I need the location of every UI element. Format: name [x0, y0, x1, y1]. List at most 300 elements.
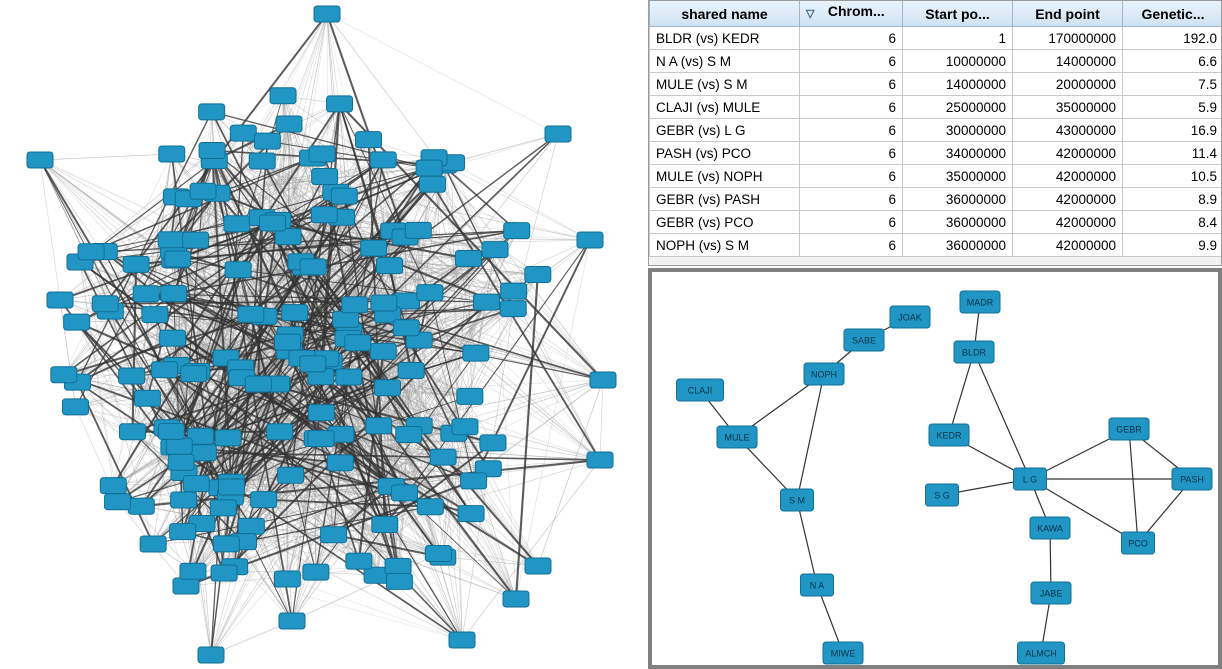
node-shape[interactable]: [210, 500, 236, 516]
main-network-node[interactable]: [238, 306, 264, 322]
node-shape[interactable]: [180, 563, 206, 579]
node-shape[interactable]: [123, 256, 149, 272]
node-shape[interactable]: [346, 553, 372, 569]
node-shape[interactable]: [500, 301, 526, 317]
main-network-node[interactable]: [327, 455, 353, 471]
node-shape[interactable]: [336, 369, 362, 385]
subnetwork-node-gebr[interactable]: [1109, 418, 1149, 440]
node-shape[interactable]: [276, 116, 302, 132]
node-shape[interactable]: [425, 546, 451, 562]
node-shape[interactable]: [503, 591, 529, 607]
main-network-node[interactable]: [500, 301, 526, 317]
main-network-node[interactable]: [405, 222, 431, 238]
main-network-node[interactable]: [452, 419, 478, 435]
node-shape[interactable]: [463, 345, 489, 361]
main-network-node[interactable]: [333, 311, 359, 327]
main-network-node[interactable]: [391, 485, 417, 501]
main-network-node[interactable]: [375, 380, 401, 396]
cell-end-point: 42000000: [1013, 165, 1123, 188]
main-network-node[interactable]: [160, 330, 186, 346]
node-shape[interactable]: [27, 152, 53, 168]
data-table-panel[interactable]: [648, 0, 1222, 266]
node-shape[interactable]: [181, 366, 207, 382]
subnetwork-node-mule[interactable]: [717, 426, 757, 448]
node-shape[interactable]: [64, 314, 90, 330]
node-shape[interactable]: [416, 160, 442, 176]
node-shape[interactable]: [218, 479, 244, 495]
node-shape[interactable]: [51, 367, 77, 383]
cell-start-point: 36000000: [903, 234, 1013, 257]
main-network-node[interactable]: [417, 499, 443, 515]
main-network-node[interactable]: [260, 215, 286, 231]
table-row[interactable]: [650, 165, 1222, 188]
node-shape[interactable]: [274, 571, 300, 587]
node-shape[interactable]: [377, 258, 403, 274]
main-network-node[interactable]: [377, 258, 403, 274]
main-network-node[interactable]: [140, 536, 166, 552]
node-shape[interactable]: [449, 632, 475, 648]
table-row[interactable]: [650, 234, 1222, 257]
main-network-node[interactable]: [504, 223, 530, 239]
node-label: GEBR: [1116, 424, 1142, 435]
node-shape[interactable]: [590, 372, 616, 388]
cell-chromosome: 6: [800, 211, 903, 234]
main-network-node[interactable]: [577, 232, 603, 248]
node-shape[interactable]: [430, 449, 456, 465]
node-shape[interactable]: [158, 423, 184, 439]
subnetwork-node-pco[interactable]: [1122, 532, 1155, 554]
node-shape[interactable]: [161, 285, 187, 301]
main-network-node[interactable]: [270, 88, 296, 104]
node-shape[interactable]: [417, 285, 443, 301]
node-shape[interactable]: [355, 132, 381, 148]
main-network-node[interactable]: [165, 251, 191, 267]
node-shape[interactable]: [342, 297, 368, 313]
node-shape[interactable]: [170, 524, 196, 540]
main-network-node[interactable]: [314, 6, 340, 22]
subnetwork-node-joak[interactable]: [890, 306, 930, 328]
main-network-node[interactable]: [416, 160, 442, 176]
main-network-node[interactable]: [142, 307, 168, 323]
node-shape[interactable]: [331, 188, 357, 204]
node-shape[interactable]: [371, 295, 397, 311]
main-network-node[interactable]: [482, 242, 508, 258]
node-shape[interactable]: [119, 424, 145, 440]
main-network-node[interactable]: [276, 116, 302, 132]
main-network-node[interactable]: [327, 96, 353, 112]
main-network-node[interactable]: [245, 376, 271, 392]
node-label: L G: [1022, 474, 1038, 485]
main-network-node[interactable]: [173, 578, 199, 594]
table-row[interactable]: [650, 119, 1222, 142]
main-network-node[interactable]: [159, 146, 185, 162]
cell-shared-name: GEBR (vs) PCO: [650, 211, 800, 234]
main-network-node[interactable]: [311, 207, 337, 223]
main-network-node[interactable]: [312, 169, 338, 185]
node-shape[interactable]: [251, 492, 277, 508]
column-header-chromosome[interactable]: [800, 1, 903, 27]
cell-end-point: 42000000: [1013, 188, 1123, 211]
node-shape[interactable]: [545, 126, 571, 142]
node-shape[interactable]: [455, 251, 481, 267]
main-network-node[interactable]: [457, 388, 483, 404]
node-shape[interactable]: [105, 494, 131, 510]
node-shape[interactable]: [238, 518, 264, 534]
node-shape[interactable]: [308, 431, 334, 447]
main-network-node[interactable]: [158, 423, 184, 439]
main-network-node[interactable]: [386, 573, 412, 589]
node-shape[interactable]: [458, 506, 484, 522]
node-shape[interactable]: [480, 435, 506, 451]
node-shape[interactable]: [333, 311, 359, 327]
cell-shared-name: MULE (vs) S M: [650, 73, 800, 96]
main-network-node[interactable]: [525, 558, 551, 574]
node-shape[interactable]: [282, 305, 308, 321]
main-network-node[interactable]: [501, 283, 527, 299]
main-network-node[interactable]: [215, 430, 241, 446]
node-shape[interactable]: [396, 426, 422, 442]
node-shape[interactable]: [245, 376, 271, 392]
node-shape[interactable]: [345, 335, 371, 351]
main-network-node[interactable]: [199, 104, 225, 120]
main-network-node[interactable]: [321, 527, 347, 543]
main-network-node[interactable]: [224, 216, 250, 232]
main-network-node[interactable]: [166, 438, 192, 454]
node-shape[interactable]: [119, 368, 145, 384]
table-row[interactable]: [650, 96, 1222, 119]
main-network-node[interactable]: [251, 492, 277, 508]
network-edge[interactable]: [974, 352, 1030, 479]
node-shape[interactable]: [417, 499, 443, 515]
node-shape[interactable]: [452, 419, 478, 435]
main-network-node[interactable]: [425, 546, 451, 562]
node-shape[interactable]: [100, 478, 126, 494]
node-shape[interactable]: [230, 125, 256, 141]
node-shape[interactable]: [274, 334, 300, 350]
subnetwork-node-sabe[interactable]: [844, 329, 884, 351]
network-edge[interactable]: [949, 352, 974, 435]
subnetwork-view[interactable]: [648, 268, 1222, 669]
main-network-node[interactable]: [123, 256, 149, 272]
main-network-node[interactable]: [309, 146, 335, 162]
main-network-node[interactable]: [308, 431, 334, 447]
node-shape[interactable]: [140, 536, 166, 552]
main-network-node[interactable]: [119, 424, 145, 440]
node-label: JABE: [1039, 588, 1063, 599]
main-network-node[interactable]: [525, 266, 551, 282]
main-network-node[interactable]: [134, 390, 160, 406]
node-shape[interactable]: [525, 266, 551, 282]
main-network-node[interactable]: [168, 454, 194, 470]
main-network-node[interactable]: [64, 314, 90, 330]
node-shape[interactable]: [238, 306, 264, 322]
column-header-end-point[interactable]: End point: [1013, 1, 1123, 27]
node-label: MULE: [724, 432, 750, 443]
column-header-start-point[interactable]: Start po...: [903, 1, 1013, 27]
main-network-node[interactable]: [100, 478, 126, 494]
node-shape[interactable]: [321, 527, 347, 543]
node-shape[interactable]: [183, 476, 209, 492]
main-network-node[interactable]: [183, 232, 209, 248]
main-network-node[interactable]: [158, 232, 184, 248]
main-network-node[interactable]: [370, 152, 396, 168]
cell-start-point: 35000000: [903, 165, 1013, 188]
node-shape[interactable]: [385, 558, 411, 574]
main-network-node[interactable]: [455, 251, 481, 267]
node-shape[interactable]: [211, 565, 237, 581]
network-edge[interactable]: [797, 374, 824, 500]
node-shape[interactable]: [300, 356, 326, 372]
node-shape[interactable]: [419, 176, 445, 192]
node-shape[interactable]: [183, 232, 209, 248]
node-label: KAWA: [1037, 523, 1063, 534]
main-network-node[interactable]: [480, 435, 506, 451]
node-shape[interactable]: [190, 183, 216, 199]
node-shape[interactable]: [386, 573, 412, 589]
main-network-node[interactable]: [249, 153, 275, 169]
node-shape[interactable]: [78, 244, 104, 260]
subnetwork-node-n-a[interactable]: [801, 574, 834, 596]
subnetwork-node-claji[interactable]: [677, 379, 724, 401]
column-header-genetic[interactable]: Genetic...: [1123, 1, 1222, 27]
main-network-node[interactable]: [417, 285, 443, 301]
node-shape[interactable]: [249, 153, 275, 169]
node-shape[interactable]: [267, 424, 293, 440]
main-network-node[interactable]: [300, 356, 326, 372]
main-network-node[interactable]: [346, 553, 372, 569]
node-shape[interactable]: [303, 564, 329, 580]
node-shape[interactable]: [308, 405, 334, 421]
node-shape[interactable]: [47, 292, 73, 308]
main-network-node[interactable]: [300, 259, 326, 275]
main-network-node[interactable]: [361, 240, 387, 256]
main-network-node[interactable]: [278, 467, 304, 483]
main-network-node[interactable]: [461, 473, 487, 489]
cell-end-point: 35000000: [1013, 96, 1123, 119]
main-network-node[interactable]: [199, 143, 225, 159]
node-shape[interactable]: [361, 240, 387, 256]
subnetwork-node-almch[interactable]: [1018, 642, 1065, 664]
network-edge[interactable]: [1129, 429, 1138, 543]
subnetwork-node-kawa[interactable]: [1030, 517, 1070, 539]
main-network-node[interactable]: [590, 372, 616, 388]
subnetwork-canvas[interactable]: [652, 272, 1218, 665]
node-shape[interactable]: [134, 390, 160, 406]
node-shape[interactable]: [501, 283, 527, 299]
node-shape[interactable]: [300, 259, 326, 275]
main-network-node[interactable]: [545, 126, 571, 142]
node-shape[interactable]: [278, 467, 304, 483]
main-network-node[interactable]: [105, 494, 131, 510]
node-shape[interactable]: [158, 232, 184, 248]
main-network-node[interactable]: [355, 132, 381, 148]
main-network-node[interactable]: [181, 366, 207, 382]
main-network-node[interactable]: [211, 565, 237, 581]
main-network-node[interactable]: [161, 285, 187, 301]
node-shape[interactable]: [375, 380, 401, 396]
main-network-node[interactable]: [238, 518, 264, 534]
node-label: PASH: [1180, 474, 1204, 485]
cell-chromosome: 6: [800, 188, 903, 211]
node-shape[interactable]: [165, 251, 191, 267]
main-network-node[interactable]: [210, 500, 236, 516]
main-network-node[interactable]: [282, 305, 308, 321]
main-network-node[interactable]: [78, 244, 104, 260]
main-network-node[interactable]: [458, 506, 484, 522]
node-shape[interactable]: [327, 455, 353, 471]
node-shape[interactable]: [327, 96, 353, 112]
node-shape[interactable]: [166, 438, 192, 454]
subnetwork-node-miwe[interactable]: [823, 642, 863, 664]
main-network-node[interactable]: [331, 188, 357, 204]
node-shape[interactable]: [577, 232, 603, 248]
main-network-node[interactable]: [171, 492, 197, 508]
table-row[interactable]: [650, 211, 1222, 234]
node-shape[interactable]: [279, 613, 305, 629]
main-network-node[interactable]: [463, 345, 489, 361]
node-shape[interactable]: [171, 492, 197, 508]
node-shape[interactable]: [142, 307, 168, 323]
node-shape[interactable]: [587, 452, 613, 468]
main-network-node[interactable]: [62, 399, 88, 415]
main-network-node[interactable]: [119, 368, 145, 384]
main-network-node[interactable]: [393, 320, 419, 336]
subnetwork-node-pash[interactable]: [1172, 468, 1212, 490]
table-row[interactable]: [650, 50, 1222, 73]
main-network-node[interactable]: [303, 564, 329, 580]
main-network-node[interactable]: [366, 418, 392, 434]
node-shape[interactable]: [199, 143, 225, 159]
main-network-node[interactable]: [190, 183, 216, 199]
node-shape[interactable]: [366, 418, 392, 434]
main-network-node[interactable]: [225, 262, 251, 278]
node-shape[interactable]: [152, 362, 178, 378]
node-shape[interactable]: [311, 207, 337, 223]
main-network-node[interactable]: [345, 335, 371, 351]
node-shape[interactable]: [224, 216, 250, 232]
node-shape[interactable]: [314, 6, 340, 22]
table-row[interactable]: [650, 188, 1222, 211]
node-shape[interactable]: [270, 88, 296, 104]
main-network-node[interactable]: [372, 517, 398, 533]
node-shape[interactable]: [457, 388, 483, 404]
main-network-node[interactable]: [274, 334, 300, 350]
node-shape[interactable]: [391, 485, 417, 501]
node-shape[interactable]: [133, 286, 159, 302]
table-row[interactable]: [650, 142, 1222, 165]
main-network-node[interactable]: [503, 591, 529, 607]
main-network-node[interactable]: [51, 367, 77, 383]
main-network-node[interactable]: [279, 613, 305, 629]
subnetwork-node-kedr[interactable]: [929, 424, 969, 446]
subnetwork-node-jabe[interactable]: [1031, 582, 1071, 604]
node-shape[interactable]: [372, 517, 398, 533]
node-shape[interactable]: [504, 223, 530, 239]
node-shape[interactable]: [525, 558, 551, 574]
node-shape[interactable]: [159, 146, 185, 162]
cell-chromosome: 6: [800, 234, 903, 257]
node-shape[interactable]: [160, 330, 186, 346]
node-shape[interactable]: [370, 152, 396, 168]
subnetwork-node-l-g[interactable]: [1014, 468, 1047, 490]
node-shape[interactable]: [309, 146, 335, 162]
table-row[interactable]: [650, 27, 1222, 50]
node-shape[interactable]: [393, 320, 419, 336]
main-network-node[interactable]: [449, 632, 475, 648]
main-network-node[interactable]: [47, 292, 73, 308]
node-shape[interactable]: [128, 498, 154, 514]
node-shape[interactable]: [215, 430, 241, 446]
column-header-shared-name[interactable]: shared name: [650, 1, 800, 27]
node-shape[interactable]: [199, 104, 225, 120]
node-shape[interactable]: [213, 536, 239, 552]
main-network-node[interactable]: [336, 369, 362, 385]
network-edge[interactable]: [797, 500, 817, 585]
main-network-node[interactable]: [230, 125, 256, 141]
main-network-node[interactable]: [430, 449, 456, 465]
main-network-node[interactable]: [274, 571, 300, 587]
main-network-node[interactable]: [473, 294, 499, 310]
main-network-node[interactable]: [92, 296, 118, 312]
node-shape[interactable]: [370, 343, 396, 359]
main-network-node[interactable]: [128, 498, 154, 514]
subnetwork-node-s-g[interactable]: [926, 484, 959, 506]
node-shape[interactable]: [168, 454, 194, 470]
node-shape[interactable]: [405, 222, 431, 238]
main-network-node[interactable]: [183, 476, 209, 492]
main-network-node[interactable]: [27, 152, 53, 168]
subnetwork-node-madr[interactable]: [960, 291, 1000, 313]
cell-shared-name: PASH (vs) PCO: [650, 142, 800, 165]
node-shape[interactable]: [473, 294, 499, 310]
main-network-node[interactable]: [198, 647, 224, 663]
node-shape[interactable]: [225, 262, 251, 278]
node-shape[interactable]: [398, 362, 424, 378]
node-shape[interactable]: [62, 399, 88, 415]
main-network-node[interactable]: [254, 133, 280, 149]
main-network-node[interactable]: [370, 343, 396, 359]
subnetwork-node-bldr[interactable]: [954, 341, 994, 363]
main-network-node[interactable]: [419, 176, 445, 192]
node-shape[interactable]: [198, 647, 224, 663]
main-network-node[interactable]: [371, 295, 397, 311]
node-shape[interactable]: [173, 578, 199, 594]
table-row[interactable]: [650, 73, 1222, 96]
main-network-node[interactable]: [308, 405, 334, 421]
filter-icon[interactable]: ▽: [806, 7, 815, 20]
main-network-node[interactable]: [133, 286, 159, 302]
main-network-node[interactable]: [180, 563, 206, 579]
main-network-node[interactable]: [385, 558, 411, 574]
main-network-node[interactable]: [213, 536, 239, 552]
node-shape[interactable]: [461, 473, 487, 489]
node-shape[interactable]: [92, 296, 118, 312]
main-network-node[interactable]: [342, 297, 368, 313]
main-network-node[interactable]: [152, 362, 178, 378]
subnetwork-node-noph[interactable]: [804, 363, 844, 385]
main-network-node[interactable]: [267, 424, 293, 440]
node-shape[interactable]: [254, 133, 280, 149]
node-shape[interactable]: [312, 169, 338, 185]
main-network-node[interactable]: [170, 524, 196, 540]
main-network-node[interactable]: [398, 362, 424, 378]
main-network-node[interactable]: [218, 479, 244, 495]
main-network-node[interactable]: [396, 426, 422, 442]
subnetwork-node-s-m[interactable]: [781, 489, 814, 511]
node-shape[interactable]: [482, 242, 508, 258]
node-shape[interactable]: [260, 215, 286, 231]
main-network-node[interactable]: [587, 452, 613, 468]
